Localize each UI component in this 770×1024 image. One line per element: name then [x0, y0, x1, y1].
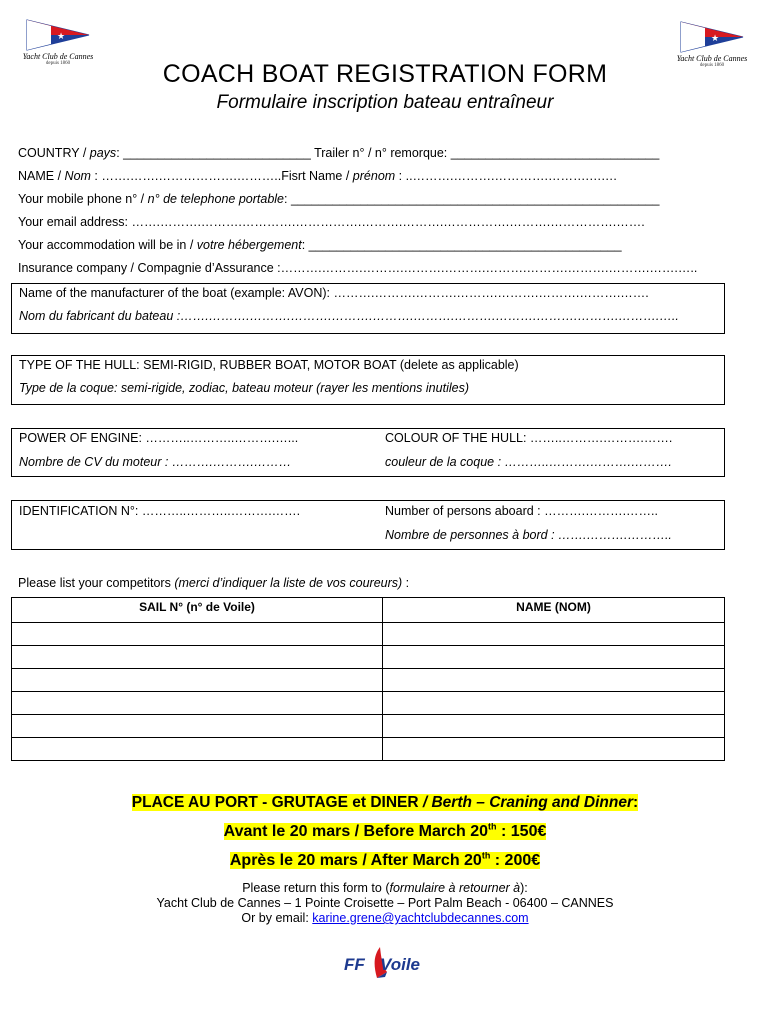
table-row — [12, 715, 725, 738]
form-title: COACH BOAT REGISTRATION FORM — [162, 60, 608, 88]
logo-subtitle: depuis 1860 — [699, 63, 725, 68]
name-line[interactable]: NAME / Nom : …….…….……………….………..Fisrt Name / prénom : ..……….……….………….……….….… — [18, 169, 618, 183]
table-row — [12, 623, 725, 646]
competitor-name-cell[interactable] — [383, 623, 725, 646]
hull-colour-field[interactable]: COLOUR OF THE HULL: ……..……….……….……. — [385, 431, 673, 445]
sail-number-cell[interactable] — [12, 669, 383, 692]
column-header-sail: SAIL N° (n° de Voile) — [12, 598, 383, 623]
burgee-icon — [25, 18, 91, 52]
ffvoile-voile: Voile — [380, 955, 420, 974]
competitor-name-cell[interactable] — [383, 692, 725, 715]
competitors-table — [11, 597, 725, 761]
table-row — [12, 646, 725, 669]
competitors-intro: Please list your competitors (merci d’indiquer la liste de vos coureurs) : — [18, 576, 410, 590]
persons-aboard-field-fr[interactable]: Nombre de personnes à bord : …….……….……….. — [385, 528, 672, 542]
return-instructions: Please return this form to (formulaire à retourner à): — [242, 881, 528, 895]
sail-number-cell[interactable] — [12, 692, 383, 715]
logo-subtitle: depuis 1860 — [45, 61, 71, 66]
competitor-name-cell[interactable] — [383, 738, 725, 761]
competitor-name-cell[interactable] — [383, 646, 725, 669]
engine-power-field-fr[interactable]: Nombre de CV du moteur : ……….……….……… — [19, 455, 292, 469]
price-after: Après le 20 mars / After March 20th : 200€ — [229, 851, 541, 870]
sail-number-cell[interactable] — [12, 623, 383, 646]
identification-field[interactable]: IDENTIFICATION N°: ………..………..……….……. — [19, 504, 301, 518]
hull-colour-field-fr[interactable]: couleur de la coque : ………..……….……….………. — [385, 455, 672, 469]
insurance-line[interactable]: Insurance company / Compagnie d’Assurance :……….……….……….……….……….……….……….……….……….…….….. — [18, 261, 698, 275]
hull-type-label[interactable]: TYPE OF THE HULL: SEMI-RIGID, RUBBER BOAT, MOTOR BOAT (delete as applicable) — [19, 358, 519, 372]
price-before: Avant le 20 mars / Before March 20th : 150€ — [223, 822, 547, 841]
sail-number-cell[interactable] — [12, 738, 383, 761]
sail-number-cell[interactable] — [12, 646, 383, 669]
engine-power-field[interactable]: POWER OF ENGINE: ………..………..……….…... — [19, 431, 299, 445]
competitor-name-cell[interactable] — [383, 669, 725, 692]
svg-text:★: ★ — [57, 32, 66, 42]
svg-text:★: ★ — [711, 34, 720, 44]
ffvoile-logo — [344, 946, 434, 980]
table-header-row — [12, 598, 725, 623]
table-row — [12, 738, 725, 761]
email-line[interactable]: Your email address: …….……….……….………….…………….……….……….…………….……….…………….……. — [18, 215, 645, 229]
column-header-name: NAME (NOM) — [383, 598, 725, 623]
email-contact: Or by email: karine.grene@yachtclubdecannes.com — [241, 911, 529, 925]
pricing-heading: PLACE AU PORT - GRUTAGE et DINER / Berth – Craning and Dinner: — [131, 794, 639, 811]
table-row — [12, 692, 725, 715]
country-line[interactable]: COUNTRY / pays: ___________________________ Trailer n° / n° remorque: ______________________________ — [18, 146, 660, 160]
ffvoile-ff: FF — [344, 955, 365, 974]
form-subtitle: Formulaire inscription bateau entraîneur — [216, 92, 554, 113]
persons-aboard-field[interactable]: Number of persons aboard : ……….……….…….. — [385, 504, 659, 518]
manufacturer-field-fr[interactable]: Nom du fabricant du bateau :…….……….……….……….……….……….……….……….……….……….……….……….….. — [19, 309, 679, 323]
logo-name: Yacht Club de Cannes — [22, 52, 94, 61]
club-address: Yacht Club de Cannes – 1 Pointe Croisette – Port Palm Beach - 06400 – CANNES — [156, 896, 614, 910]
trailer-field[interactable]: Trailer n° / n° remorque: ______________________________ — [314, 146, 660, 160]
logo-name: Yacht Club de Cannes — [676, 54, 748, 63]
mobile-phone-line[interactable]: Your mobile phone n° / n° de telephone portable: _____________________________________________________ — [18, 192, 660, 206]
burgee-icon — [679, 20, 745, 54]
email-link[interactable]: karine.grene@yachtclubdecannes.com — [312, 911, 529, 925]
competitor-name-cell[interactable] — [383, 715, 725, 738]
sail-number-cell[interactable] — [12, 715, 383, 738]
accommodation-line[interactable]: Your accommodation will be in / votre hébergement: _____________________________________________ — [18, 238, 622, 252]
table-row — [12, 669, 725, 692]
manufacturer-field[interactable]: Name of the manufacturer of the boat (example: AVON): ……….……….……….……….……….……….……….……. — [19, 286, 649, 300]
hull-type-label-fr[interactable]: Type de la coque: semi-rigide, zodiac, bateau moteur (rayer les mentions inutiles) — [19, 381, 469, 395]
